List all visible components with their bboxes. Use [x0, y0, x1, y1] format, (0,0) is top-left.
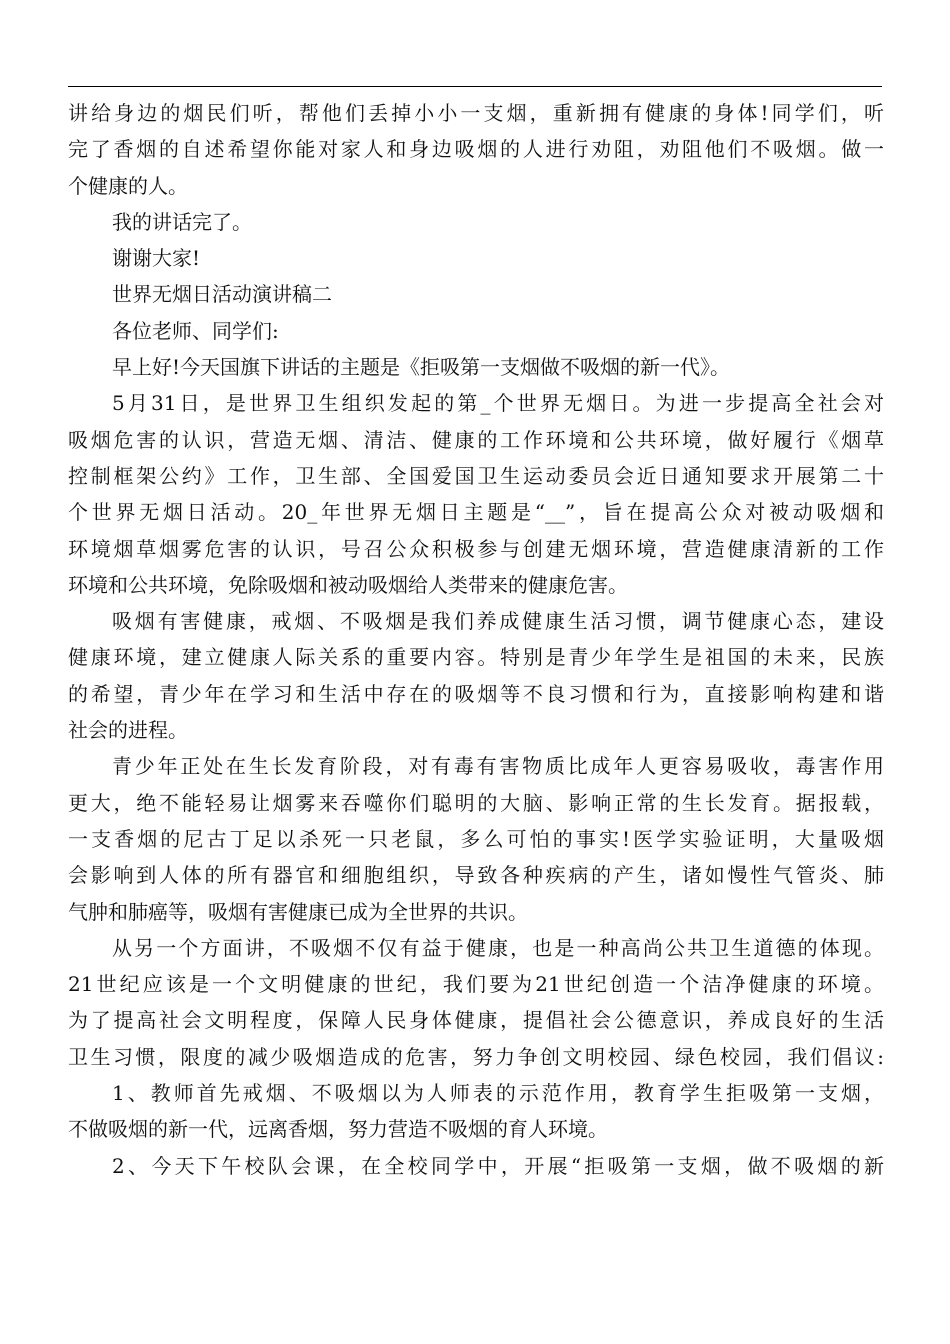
- text-line: 个健康的人。: [68, 173, 188, 198]
- text-line: 早上好!今天国旗下讲话的主题是《拒吸第一支烟做不吸烟的新一代》。: [112, 355, 731, 380]
- text-line: 我的讲话完了。: [112, 209, 252, 234]
- text-line: 5月31日，是世界卫生组织发起的第_个世界无烟日。为进一步提高全社会对: [112, 391, 884, 416]
- text-line: 青少年正处在生长发育阶段，对有毒有害物质比成年人更容易吸收，毒害作用: [112, 754, 884, 779]
- document-body: [68, 95, 884, 1184]
- text-line: 各位老师、同学们:: [112, 318, 279, 343]
- text-line: 不做吸烟的新一代，远离香烟，努力营造不吸烟的育人环境。: [68, 1117, 608, 1142]
- text-line: 健康环境，建立健康人际关系的重要内容。特别是青少年学生是祖国的未来，民族: [68, 645, 884, 670]
- text-line: 谢谢大家!: [112, 246, 201, 271]
- text-line: 讲给身边的烟民们听，帮他们丢掉小小一支烟，重新拥有健康的身体!同学们，听: [68, 101, 884, 125]
- text-line: 环境烟草烟雾危害的认识，号召公众积极参与创建无烟环境，营造健康清新的工作: [68, 536, 884, 561]
- text-line: 为了提高社会文明程度，保障人民身体健康，提倡社会公德意识，养成良好的生活: [68, 1008, 884, 1033]
- text-line: 2、今天下午校队会课，在全校同学中，开展“拒吸第一支烟，做不吸烟的新: [112, 1153, 884, 1178]
- text-line: 吸烟危害的认识，营造无烟、清洁、健康的工作环境和公共环境，做好履行《烟草: [68, 427, 884, 452]
- text-line: 的希望，青少年在学习和生活中存在的吸烟等不良习惯和行为，直接影响构建和谐: [68, 681, 884, 706]
- text-line: 世界无烟日活动演讲稿二: [112, 282, 332, 307]
- text-line: 1、教师首先戒烟、不吸烟以为人师表的示范作用，教育学生拒吸第一支烟，: [112, 1081, 884, 1106]
- text-line: 个世界无烟日活动。20_年世界无烟日主题是“__”，旨在提高公众对被动吸烟和: [68, 500, 884, 525]
- text-line: 21世纪应该是一个文明健康的世纪，我们要为21世纪创造一个洁净健康的环境。: [68, 972, 884, 997]
- header-rule: [68, 86, 882, 87]
- text-line: 从另一个方面讲，不吸烟不仅有益于健康，也是一种高尚公共卫生道德的体现。: [112, 935, 884, 960]
- text-line: 更大，绝不能轻易让烟雾来吞噬你们聪明的大脑、影响正常的生长发育。据报载，: [68, 790, 884, 815]
- text-line: 控制框架公约》工作，卫生部、全国爱国卫生运动委员会近日通知要求开展第二十: [68, 463, 884, 488]
- text-line: 吸烟有害健康，戒烟、不吸烟是我们养成健康生活习惯，调节健康心态，建设: [112, 609, 884, 634]
- text-line: 社会的进程。: [68, 718, 188, 743]
- text-line: 一支香烟的尼古丁足以杀死一只老鼠，多么可怕的事实!医学实验证明，大量吸烟: [68, 826, 884, 851]
- text-line: 环境和公共环境，免除吸烟和被动吸烟给人类带来的健康危害。: [68, 572, 628, 597]
- text-line: 气肿和肺癌等，吸烟有害健康已成为全世界的共识。: [68, 899, 528, 924]
- text-line: 完了香烟的自述希望你能对家人和身边吸烟的人进行劝阻，劝阻他们不吸烟。做一: [68, 137, 884, 162]
- text-line: 卫生习惯，限度的减少吸烟造成的危害，努力争创文明校园、绿色校园，我们倡议:: [68, 1044, 884, 1069]
- text-line: 会影响到人体的所有器官和细胞组织，导致各种疾病的产生，诸如慢性气管炎、肺: [68, 863, 884, 888]
